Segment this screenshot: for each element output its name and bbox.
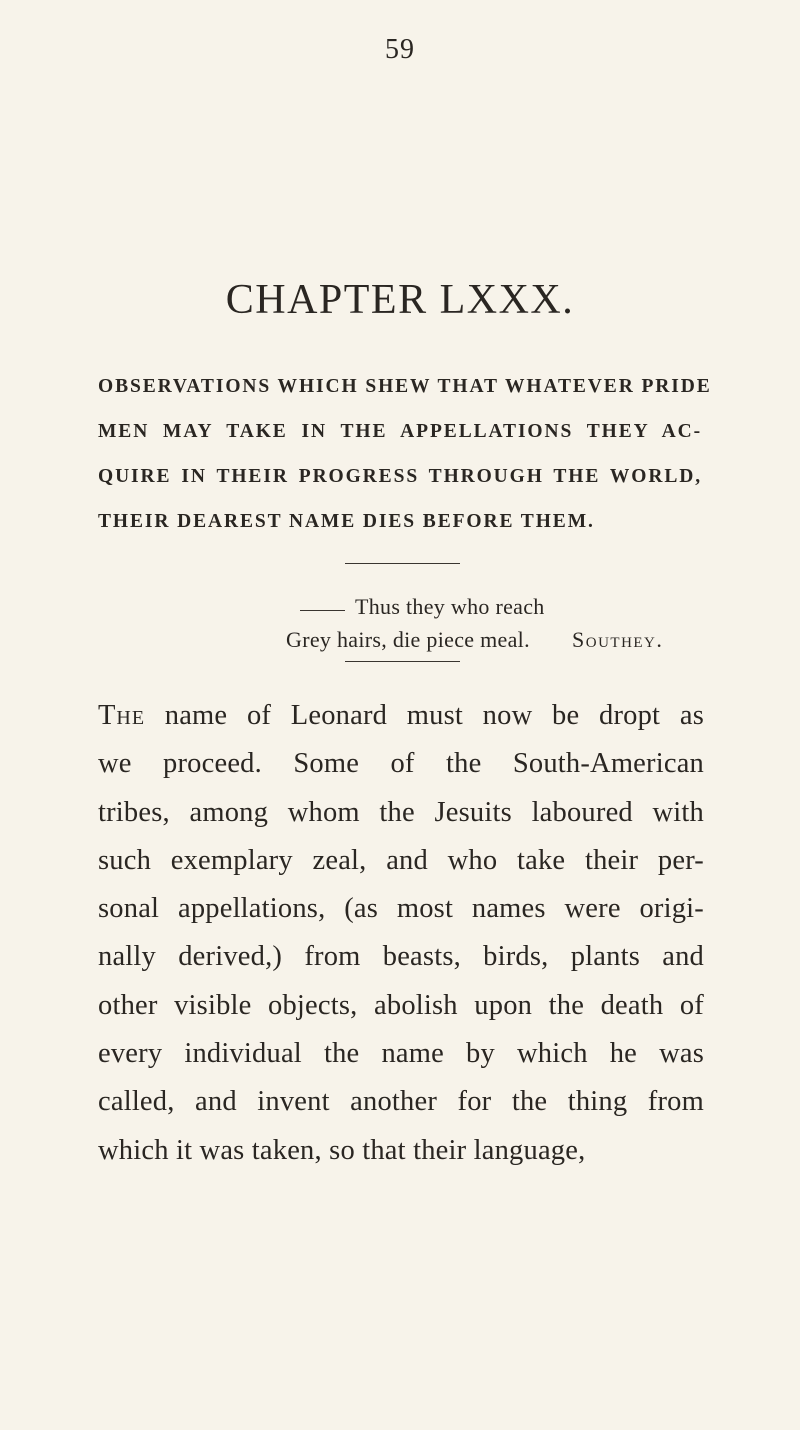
- epigraph-source: Southey.: [572, 627, 664, 652]
- body-line: which it was taken, so that their language,: [98, 1134, 586, 1166]
- summary-line: MEN MAY TAKE IN THE APPELLATIONS THEY AC-: [98, 421, 702, 442]
- body-line: tribes, among whom the Jesuits laboured with: [98, 796, 704, 828]
- page-number: 59: [385, 34, 415, 65]
- epigraph-dash: [300, 610, 345, 611]
- body-line: every individual the name by which he was: [98, 1038, 704, 1070]
- divider-rule-top: [345, 563, 460, 564]
- body-line: we proceed. Some of the South-American: [98, 748, 704, 780]
- epigraph-line: Thus they who reach: [355, 594, 545, 619]
- divider-rule-bottom: [345, 661, 460, 662]
- summary-line: OBSERVATIONS WHICH SHEW THAT WHATEVER PRIDE: [98, 376, 712, 397]
- body-text: [98, 692, 704, 1175]
- summary-line: QUIRE IN THEIR PROGRESS THROUGH THE WORLD,: [98, 466, 702, 487]
- summary-line: THEIR DEAREST NAME DIES BEFORE THEM.: [98, 511, 595, 532]
- chapter-summary: [98, 364, 712, 544]
- first-line-text: name of Leonard must now be dropt as: [145, 700, 704, 731]
- body-line: [98, 692, 704, 740]
- body-line: called, and invent another for the thing from: [98, 1086, 704, 1118]
- body-line: nally derived,) from beasts, birds, plants and: [98, 941, 704, 973]
- lead-word: The: [98, 700, 146, 731]
- body-line: other visible objects, abolish upon the death of: [98, 989, 704, 1021]
- body-line: such exemplary zeal, and who take their per-: [98, 844, 704, 876]
- epigraph-line: Grey hairs, die piece meal.: [286, 627, 530, 652]
- body-line: sonal appellations, (as most names were origi-: [98, 893, 704, 925]
- chapter-title: CHAPTER LXXX.: [225, 277, 575, 323]
